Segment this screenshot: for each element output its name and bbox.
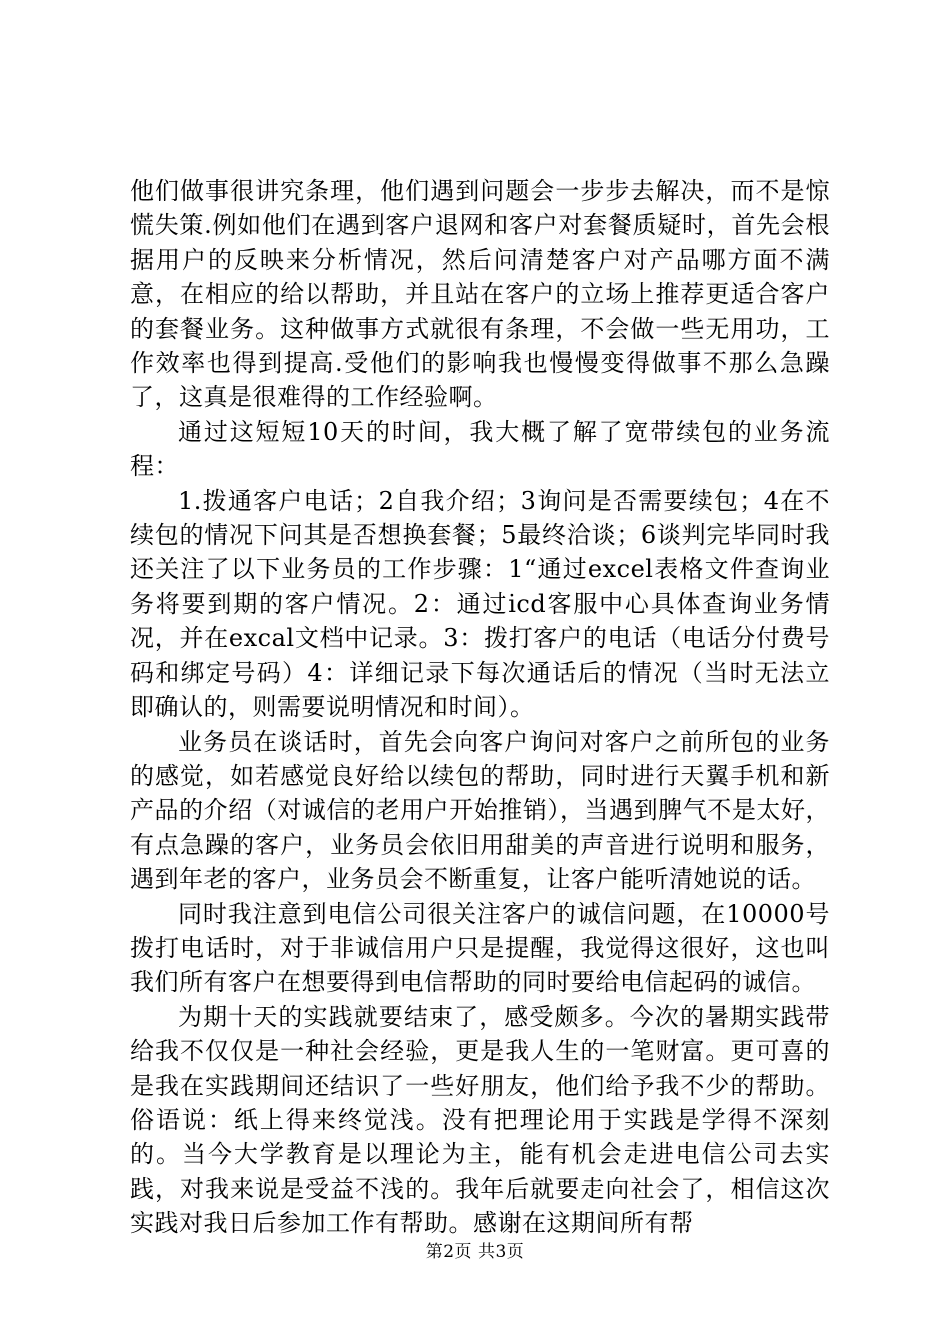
paragraph-3: 1.拨通客户电话；2自我介绍；3询问是否需要续包；4在不续包的情况下问其是否想换套餐；5最终洽谈；6谈判完毕同时我还关注了以下业务员的工作步骤：1“通过excel表格文件查询业务将要到期的客户情况。2：通过icd客服中心具体查询业务情况，并在excal文档中记录。3：拨打客户的电话（电话分付费号码和绑定号码）4：详细记录下每次通话后的情况（当时无法立即确认的，则需要说明情况和时间）。 <box>130 486 830 722</box>
page-number-footer: 第2页 共3页 <box>425 1242 525 1262</box>
paragraph-4: 业务员在谈话时，首先会向客户询问对客户之前所包的业务的感觉，如若感觉良好给以续包的帮助，同时进行天翼手机和新产品的介绍（对诚信的老用户开始推销），当遇到脾气不是太好，有点急躁的客户，业务员会依旧用甜美的声音进行说明和服务，遇到年老的客户，业务员会不断重复，让客户能听清她说的话。 <box>130 727 830 894</box>
paragraph-1: 他们做事很讲究条理，他们遇到问题会一步步去解决，而不是惊慌失策.例如他们在遇到客户退网和客户对套餐质疑时，首先会根据用户的反映来分析情况，然后问清楚客户对产品哪方面不满意，在相应的给以帮助，并且站在客户的立场上推荐更适合客户的套餐业务。这种做事方式就很有条理，不会做一些无用功，工作效率也得到提高.受他们的影响我也慢慢变得做事不那么急躁了，这真是很难得的工作经验啊。 <box>130 177 830 412</box>
paragraph-2: 通过这短短10天的时间，我大概了解了宽带续包的业务流程： <box>130 417 830 481</box>
document-body <box>130 174 830 1241</box>
paragraph-6: 为期十天的实践就要结束了，感受颇多。今次的暑期实践带给我不仅仅是一种社会经验，更是我人生的一笔财富。更可喜的是我在实践期间还结识了一些好朋友，他们给予我不少的帮助。俗语说：纸上得来终觉浅。没有把理论用于实践是学得不深刻的。当今大学教育是以理论为主，能有机会走进电信公司去实践，对我来说是受益不浅的。我年后就要走向社会了，相信这次实践对我日后参加工作有帮助。感谢在这期间所有帮 <box>130 1002 830 1238</box>
paragraph-5: 同时我注意到电信公司很关注客户的诚信问题，在10000号拨打电话时，对于非诚信用户只是提醒，我觉得这很好，这也叫我们所有客户在想要得到电信帮助的同时要给电信起码的诚信。 <box>130 899 830 997</box>
